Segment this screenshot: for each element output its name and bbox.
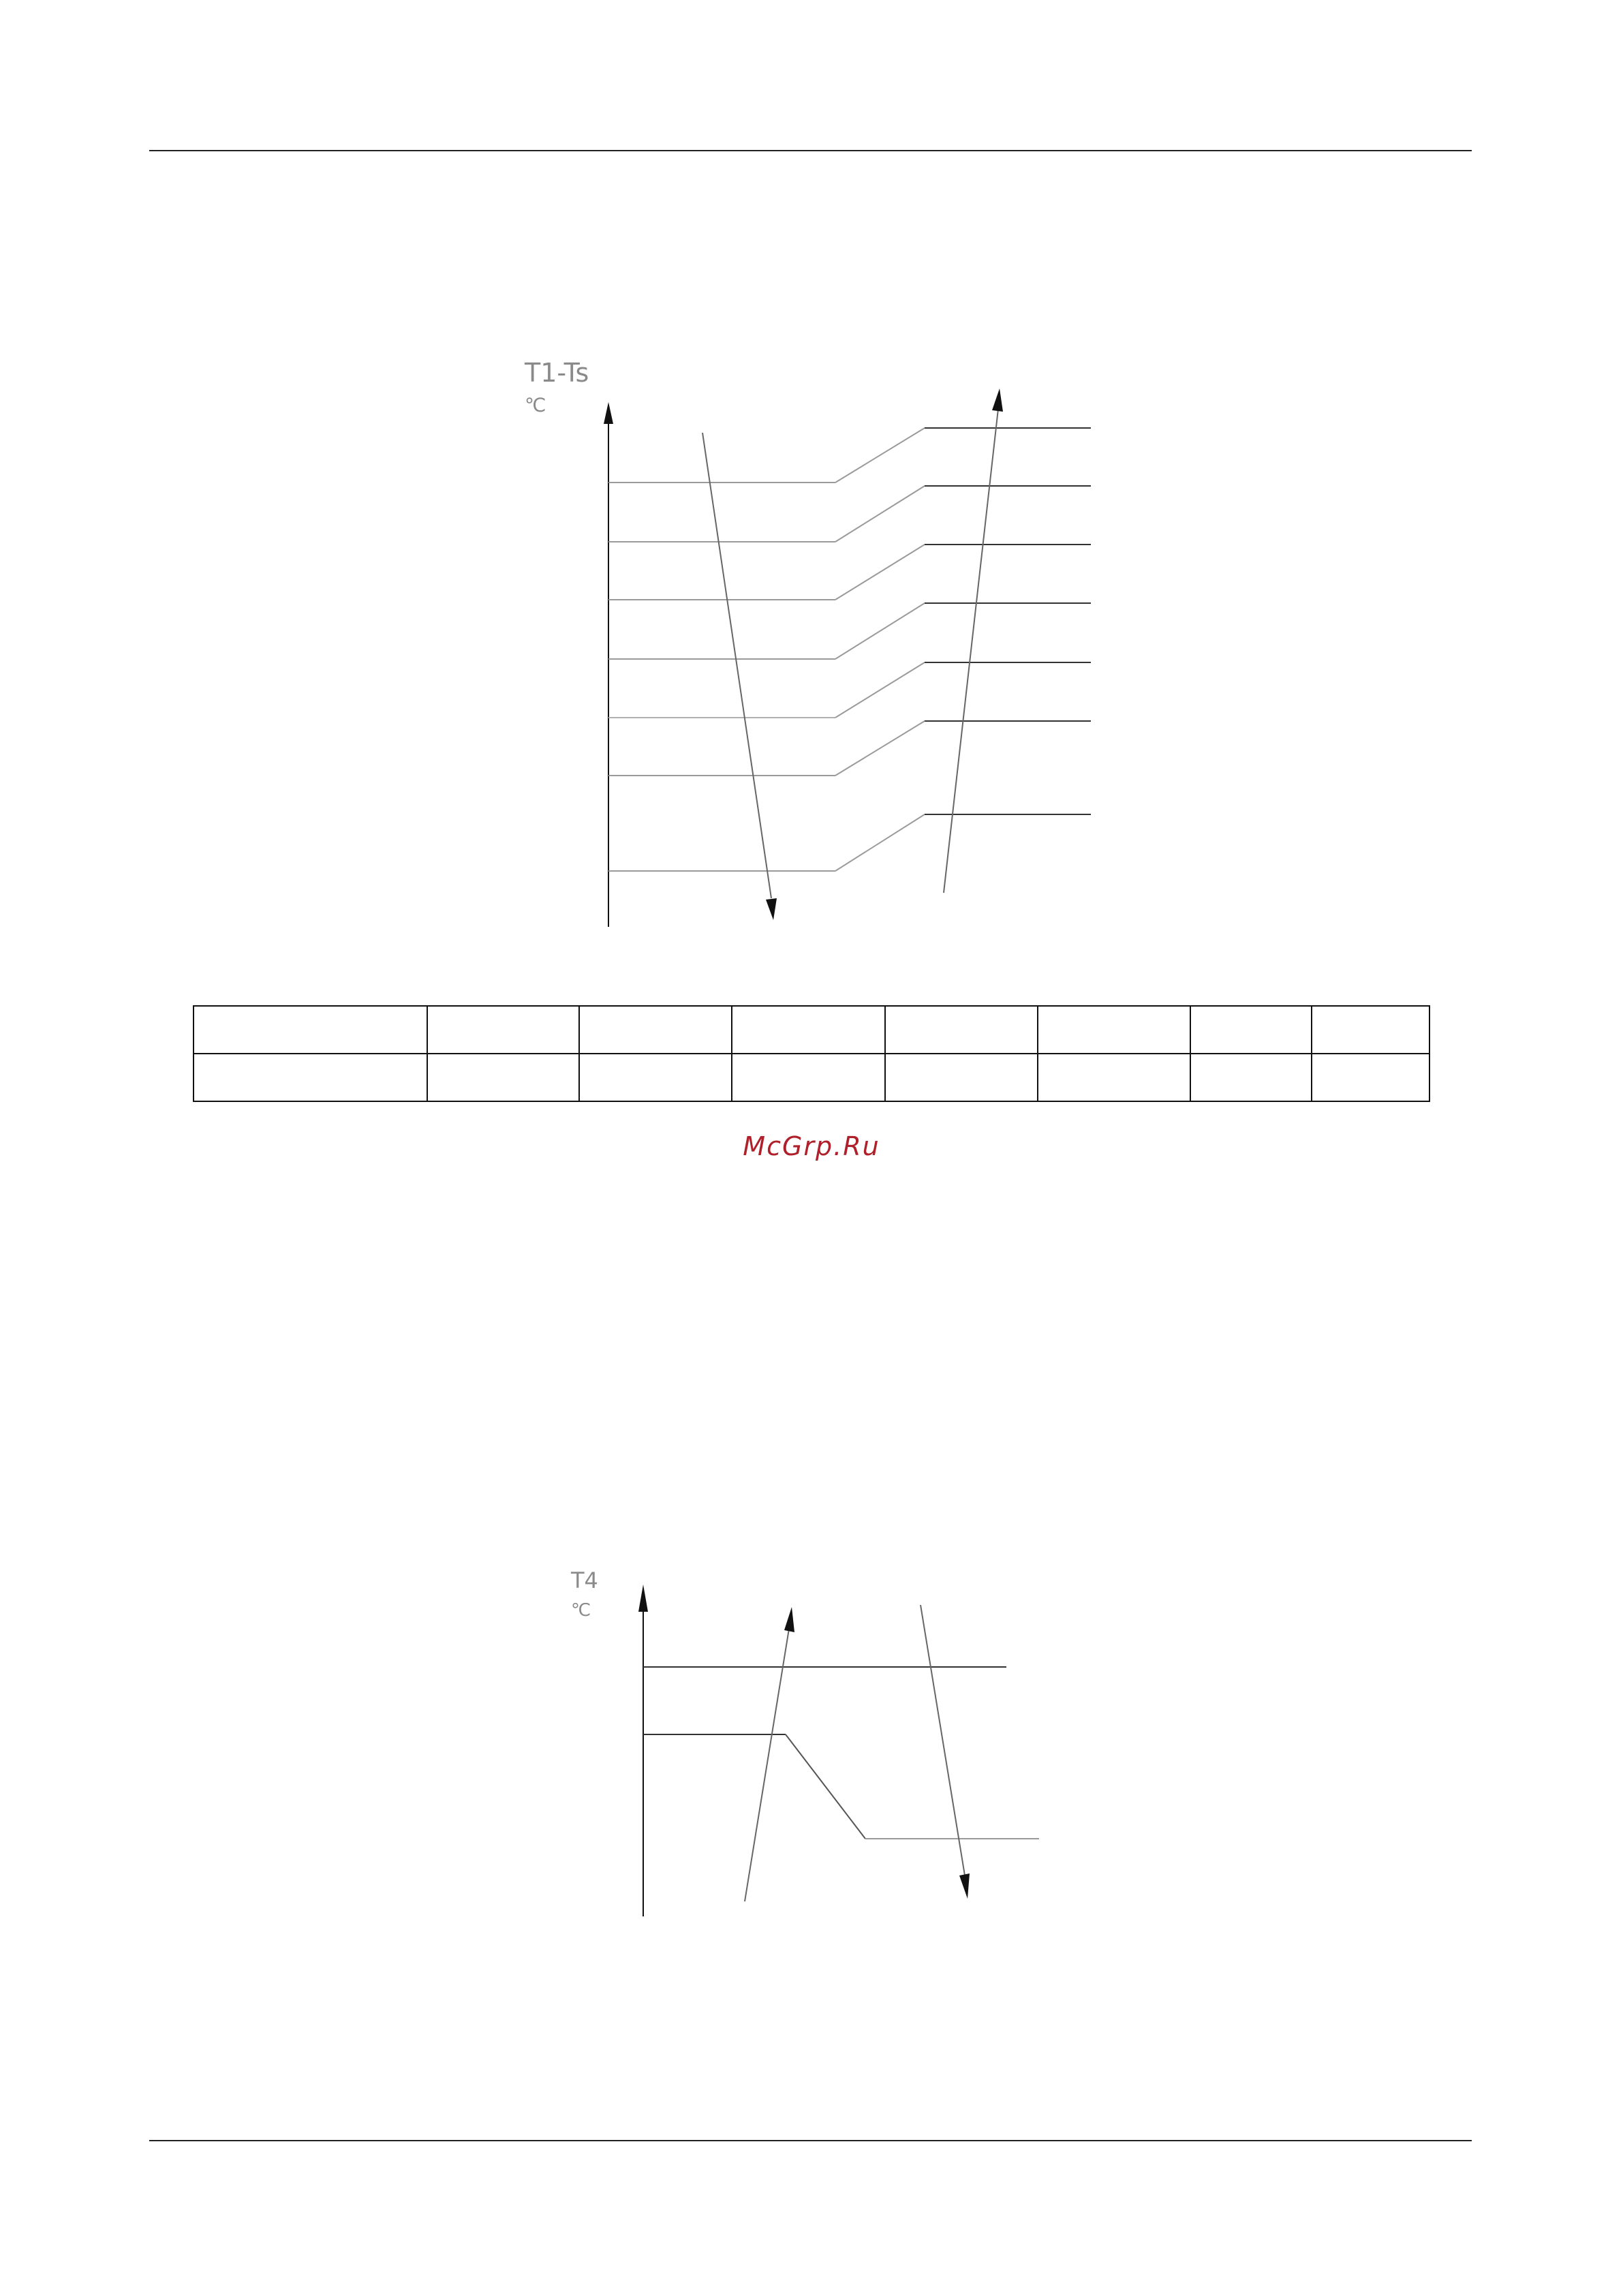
chart1-level-line-5: [608, 662, 1091, 718]
chart2-increase-arrow: [745, 1629, 789, 1901]
table-cell: [1312, 1054, 1429, 1101]
table-cell: [427, 1006, 580, 1054]
table-cell: [194, 1006, 427, 1054]
chart1-increase-arrowhead: [992, 388, 1003, 412]
table-cell: [885, 1006, 1038, 1054]
table-cell: [1312, 1006, 1429, 1054]
chart1-level-line-1: [608, 428, 1091, 483]
table-row: [194, 1054, 1429, 1101]
table-cell: [732, 1006, 885, 1054]
footer-rule: [149, 2140, 1472, 2141]
parameter-table: [193, 1005, 1430, 1102]
table-cell: [1038, 1054, 1191, 1101]
chart1-decrease-arrowhead: [766, 898, 777, 920]
table-cell: [1038, 1006, 1191, 1054]
chart2-y-axis-label: T4: [571, 1567, 598, 1593]
chart2-increase-arrowhead: [784, 1607, 794, 1632]
table-cell: [427, 1054, 580, 1101]
chart1-level-line-2: [608, 486, 1091, 542]
chart2-decrease-arrow: [921, 1605, 965, 1876]
table-cell: [194, 1054, 427, 1101]
chart1-y-axis-label: T1-Ts: [525, 358, 589, 388]
chart1-decrease-arrow: [702, 433, 771, 898]
table-cell: [579, 1054, 732, 1101]
watermark-link[interactable]: McGrp.Ru: [743, 1131, 880, 1161]
chart2-stepped-line: [643, 1734, 1039, 1839]
chart1-level-line-4: [608, 603, 1091, 659]
table-cell: [1190, 1006, 1312, 1054]
chart2-y-axis-unit: ℃: [571, 1600, 591, 1621]
chart2-decrease-arrowhead: [959, 1873, 970, 1899]
chart1-level-line-3: [608, 545, 1091, 600]
table-cell: [732, 1054, 885, 1101]
table-cell: [885, 1054, 1038, 1101]
table-cell: [1190, 1054, 1312, 1101]
chart1-level-line-6: [608, 721, 1091, 776]
chart1-y-axis-arrow: [604, 402, 613, 424]
chart1-level-line-7: [608, 814, 1091, 871]
chart2-y-axis-arrow: [638, 1585, 648, 1612]
chart1-diagram: [0, 0, 1623, 954]
chart1-increase-arrow: [944, 409, 998, 893]
table-cell: [579, 1006, 732, 1054]
chart1-y-axis-unit: ℃: [525, 394, 546, 416]
table-row: [194, 1006, 1429, 1054]
